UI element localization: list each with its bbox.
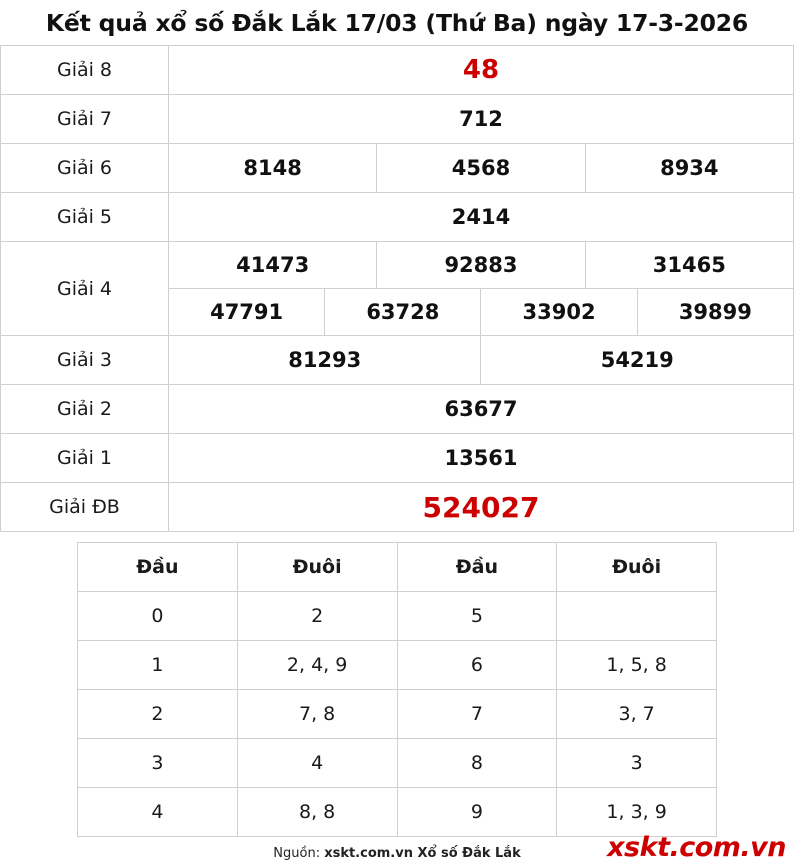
source-prefix: Nguồn: bbox=[273, 846, 325, 861]
table-row bbox=[78, 690, 717, 739]
prize-value-g4-5: 63728 bbox=[325, 289, 481, 336]
prize-value-g3-2: 54219 bbox=[481, 336, 794, 385]
source-name: xskt.com.vn Xổ số Đắk Lắk bbox=[324, 846, 521, 861]
tail-value: 8, 8 bbox=[237, 788, 397, 837]
page-title: Kết quả xổ số Đắk Lắk 17/03 (Thứ Ba) ngày 17-3-2026 bbox=[45, 9, 749, 37]
table-header-row bbox=[78, 543, 717, 592]
head-value: 4 bbox=[78, 788, 238, 837]
prize-label-g8: Giải 8 bbox=[1, 46, 169, 95]
tail-value: 2 bbox=[237, 592, 397, 641]
head-tail-table bbox=[77, 542, 717, 837]
lottery-result-table bbox=[0, 45, 794, 532]
table-row bbox=[78, 788, 717, 837]
column-header-duoi-2: Đuôi bbox=[557, 543, 717, 592]
table-row bbox=[1, 46, 794, 95]
tail-value: 1, 3, 9 bbox=[557, 788, 717, 837]
head-value: 3 bbox=[78, 739, 238, 788]
prize-label-g7: Giải 7 bbox=[1, 95, 169, 144]
tail-value bbox=[557, 592, 717, 641]
prize-value-g6-1: 8148 bbox=[169, 144, 377, 193]
head-value: 5 bbox=[397, 592, 557, 641]
prize-value-g4-2: 92883 bbox=[377, 242, 585, 289]
prize-value-g4-7: 39899 bbox=[637, 289, 793, 336]
prize-value-g8-1: 48 bbox=[169, 46, 794, 95]
table-row bbox=[1, 242, 794, 289]
prize-value-db-1: 524027 bbox=[169, 483, 794, 532]
tail-value: 3 bbox=[557, 739, 717, 788]
head-tail-section bbox=[0, 542, 794, 837]
head-value: 7 bbox=[397, 690, 557, 739]
table-row bbox=[1, 434, 794, 483]
table-row bbox=[78, 592, 717, 641]
tail-value: 1, 5, 8 bbox=[557, 641, 717, 690]
tail-value: 4 bbox=[237, 739, 397, 788]
prize-label-g2: Giải 2 bbox=[1, 385, 169, 434]
head-value: 9 bbox=[397, 788, 557, 837]
head-value: 1 bbox=[78, 641, 238, 690]
prize-label-g6: Giải 6 bbox=[1, 144, 169, 193]
prize-label-g3: Giải 3 bbox=[1, 336, 169, 385]
prize-value-g4-1: 41473 bbox=[169, 242, 377, 289]
column-header-duoi-1: Đuôi bbox=[237, 543, 397, 592]
table-row bbox=[1, 385, 794, 434]
column-header-dau-2: Đầu bbox=[397, 543, 557, 592]
column-header-dau-1: Đầu bbox=[78, 543, 238, 592]
prize-value-g2-1: 63677 bbox=[169, 385, 794, 434]
prize-value-g4-6: 33902 bbox=[481, 289, 637, 336]
table-row bbox=[78, 739, 717, 788]
tail-value: 7, 8 bbox=[237, 690, 397, 739]
table-row bbox=[1, 95, 794, 144]
table-row bbox=[78, 641, 717, 690]
prize-label-db: Giải ĐB bbox=[1, 483, 169, 532]
head-value: 8 bbox=[397, 739, 557, 788]
table-row bbox=[1, 336, 794, 385]
prize-value-g6-2: 4568 bbox=[377, 144, 585, 193]
tail-value: 2, 4, 9 bbox=[237, 641, 397, 690]
head-value: 2 bbox=[78, 690, 238, 739]
site-watermark: xskt.com.vn bbox=[607, 832, 786, 863]
prize-label-g5: Giải 5 bbox=[1, 193, 169, 242]
prize-value-g7-1: 712 bbox=[169, 95, 794, 144]
prize-label-g1: Giải 1 bbox=[1, 434, 169, 483]
table-row bbox=[1, 193, 794, 242]
head-value: 6 bbox=[397, 641, 557, 690]
prize-value-g4-4: 47791 bbox=[169, 289, 325, 336]
prize-value-g4-3: 31465 bbox=[585, 242, 793, 289]
head-value: 0 bbox=[78, 592, 238, 641]
table-row bbox=[1, 483, 794, 532]
table-row bbox=[1, 144, 794, 193]
tail-value: 3, 7 bbox=[557, 690, 717, 739]
prize-value-g6-3: 8934 bbox=[585, 144, 793, 193]
prize-label-g4: Giải 4 bbox=[1, 242, 169, 336]
prize-value-g1-1: 13561 bbox=[169, 434, 794, 483]
prize-value-g5-1: 2414 bbox=[169, 193, 794, 242]
prize-value-g3-1: 81293 bbox=[169, 336, 481, 385]
